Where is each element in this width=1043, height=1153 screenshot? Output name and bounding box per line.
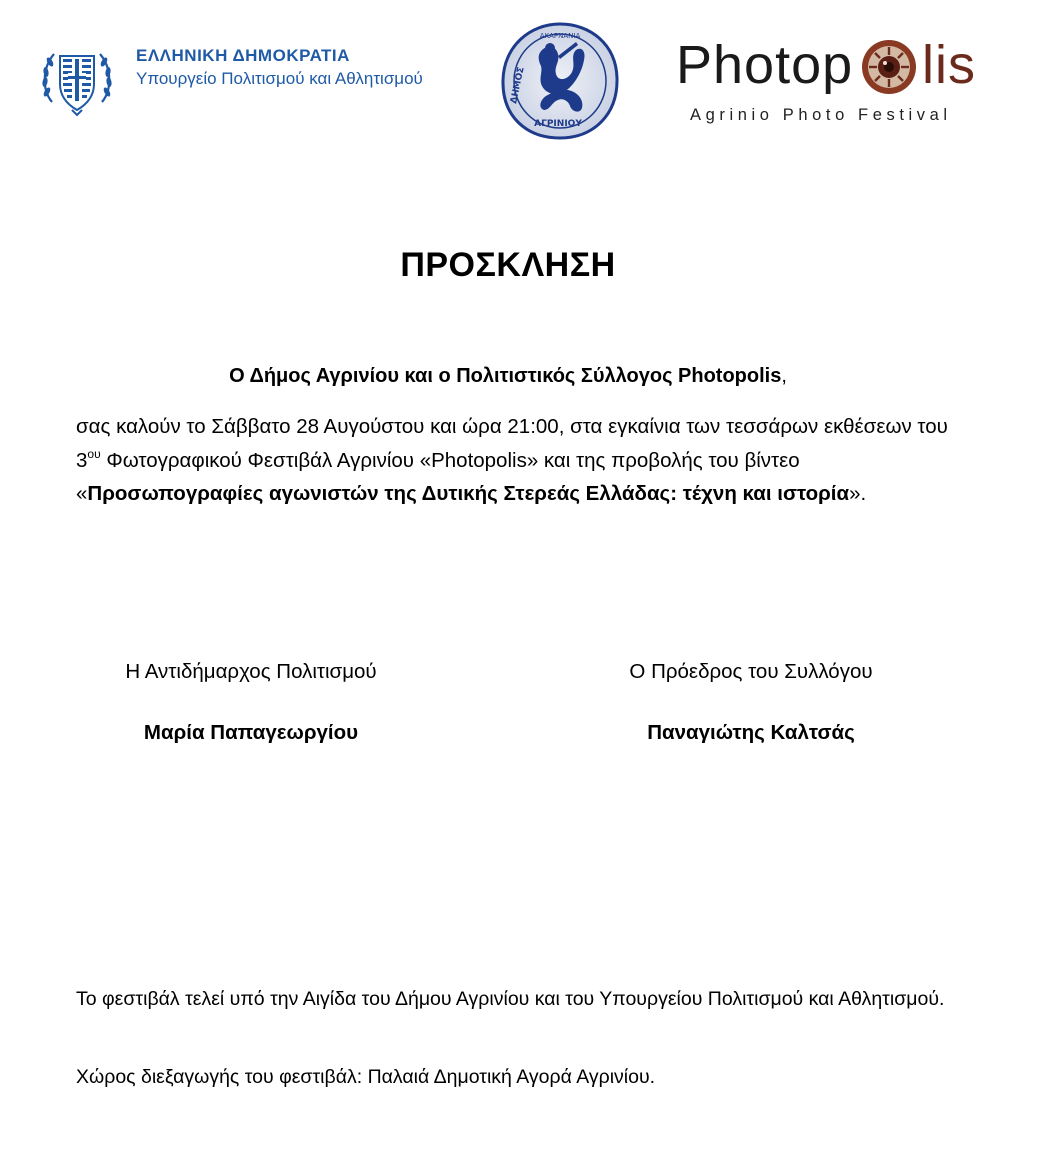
paragraph-part1: σας καλούν το Σάββατο 28 Αυγούστου και ώρα 21:00, στα εγκαίνια των τεσσάρων εκθέσεων του 3 <box>76 415 948 472</box>
signature-left-name: Μαρία Παπαγεωργίου <box>143 721 359 744</box>
video-title: Προσωπογραφίες αγωνιστών της Δυτικής Στερεάς Ελλάδας: τέχνη και ιστορία <box>87 482 850 505</box>
municipality-seal-icon <box>498 20 622 142</box>
photopolis-word-left: Photop <box>676 35 854 95</box>
hosts-bold: Ο Δήμος Αγρινίου και ο Πολιτιστικός Σύλλογος Photopolis <box>229 365 782 387</box>
seal-text-top: ΑΚΑΡΝΑΝΙΑ <box>539 32 581 40</box>
footer-patronage: Το φεστιβάλ τελεί υπό την Αιγίδα του Δήμου Αγρινίου και του Υπουργείου Πολιτισμού και Αθλητισμού. <box>76 988 945 1010</box>
ministry-country-label: ΕΛΛΗΝΙΚΗ ΔΗΜΟΚΡΑΤΙΑ <box>136 46 350 65</box>
ministry-name <box>136 46 423 92</box>
footer-venue: Χώρος διεξαγωγής του φεστιβάλ: Παλαιά Δημοτική Αγορά Αγρινίου. <box>76 1066 656 1088</box>
seal-text-bottom: ΑΓΡΙΝΙΟΥ <box>534 119 582 129</box>
camera-lens-icon <box>860 38 918 101</box>
paragraph-part2: Φωτογραφικού Φεστιβάλ Αγρινίου «Photopolis» και της προβολής του βίντεο « <box>76 448 800 505</box>
photopolis-word-right: lis <box>922 35 976 95</box>
paragraph-end: ». <box>849 482 867 505</box>
invitation-paragraph <box>76 410 956 511</box>
signature-right-role: Ο Πρόεδρος του Συλλόγου <box>629 660 873 683</box>
signature-left-role: Η Αντιδήμαρχος Πολιτισμού <box>125 660 377 683</box>
ministry-department-label: Υπουργείο Πολιτισμού και Αθλητισμού <box>136 69 423 88</box>
photopolis-tagline: Agrinio Photo Festival <box>690 106 952 124</box>
photopolis-logo <box>676 32 1016 128</box>
seal-text-left: ΔΗΜΟΣ <box>509 66 527 105</box>
invitation-hosts <box>0 365 1016 388</box>
hosts-tail: , <box>781 365 787 387</box>
paragraph-superscript: ου <box>87 446 101 461</box>
signature-right-name: Παναγιώτης Καλτσάς <box>647 721 855 744</box>
invitation-title: ΠΡΟΣΚΛΗΣΗ <box>400 246 616 284</box>
greek-state-emblem-icon <box>38 40 116 118</box>
